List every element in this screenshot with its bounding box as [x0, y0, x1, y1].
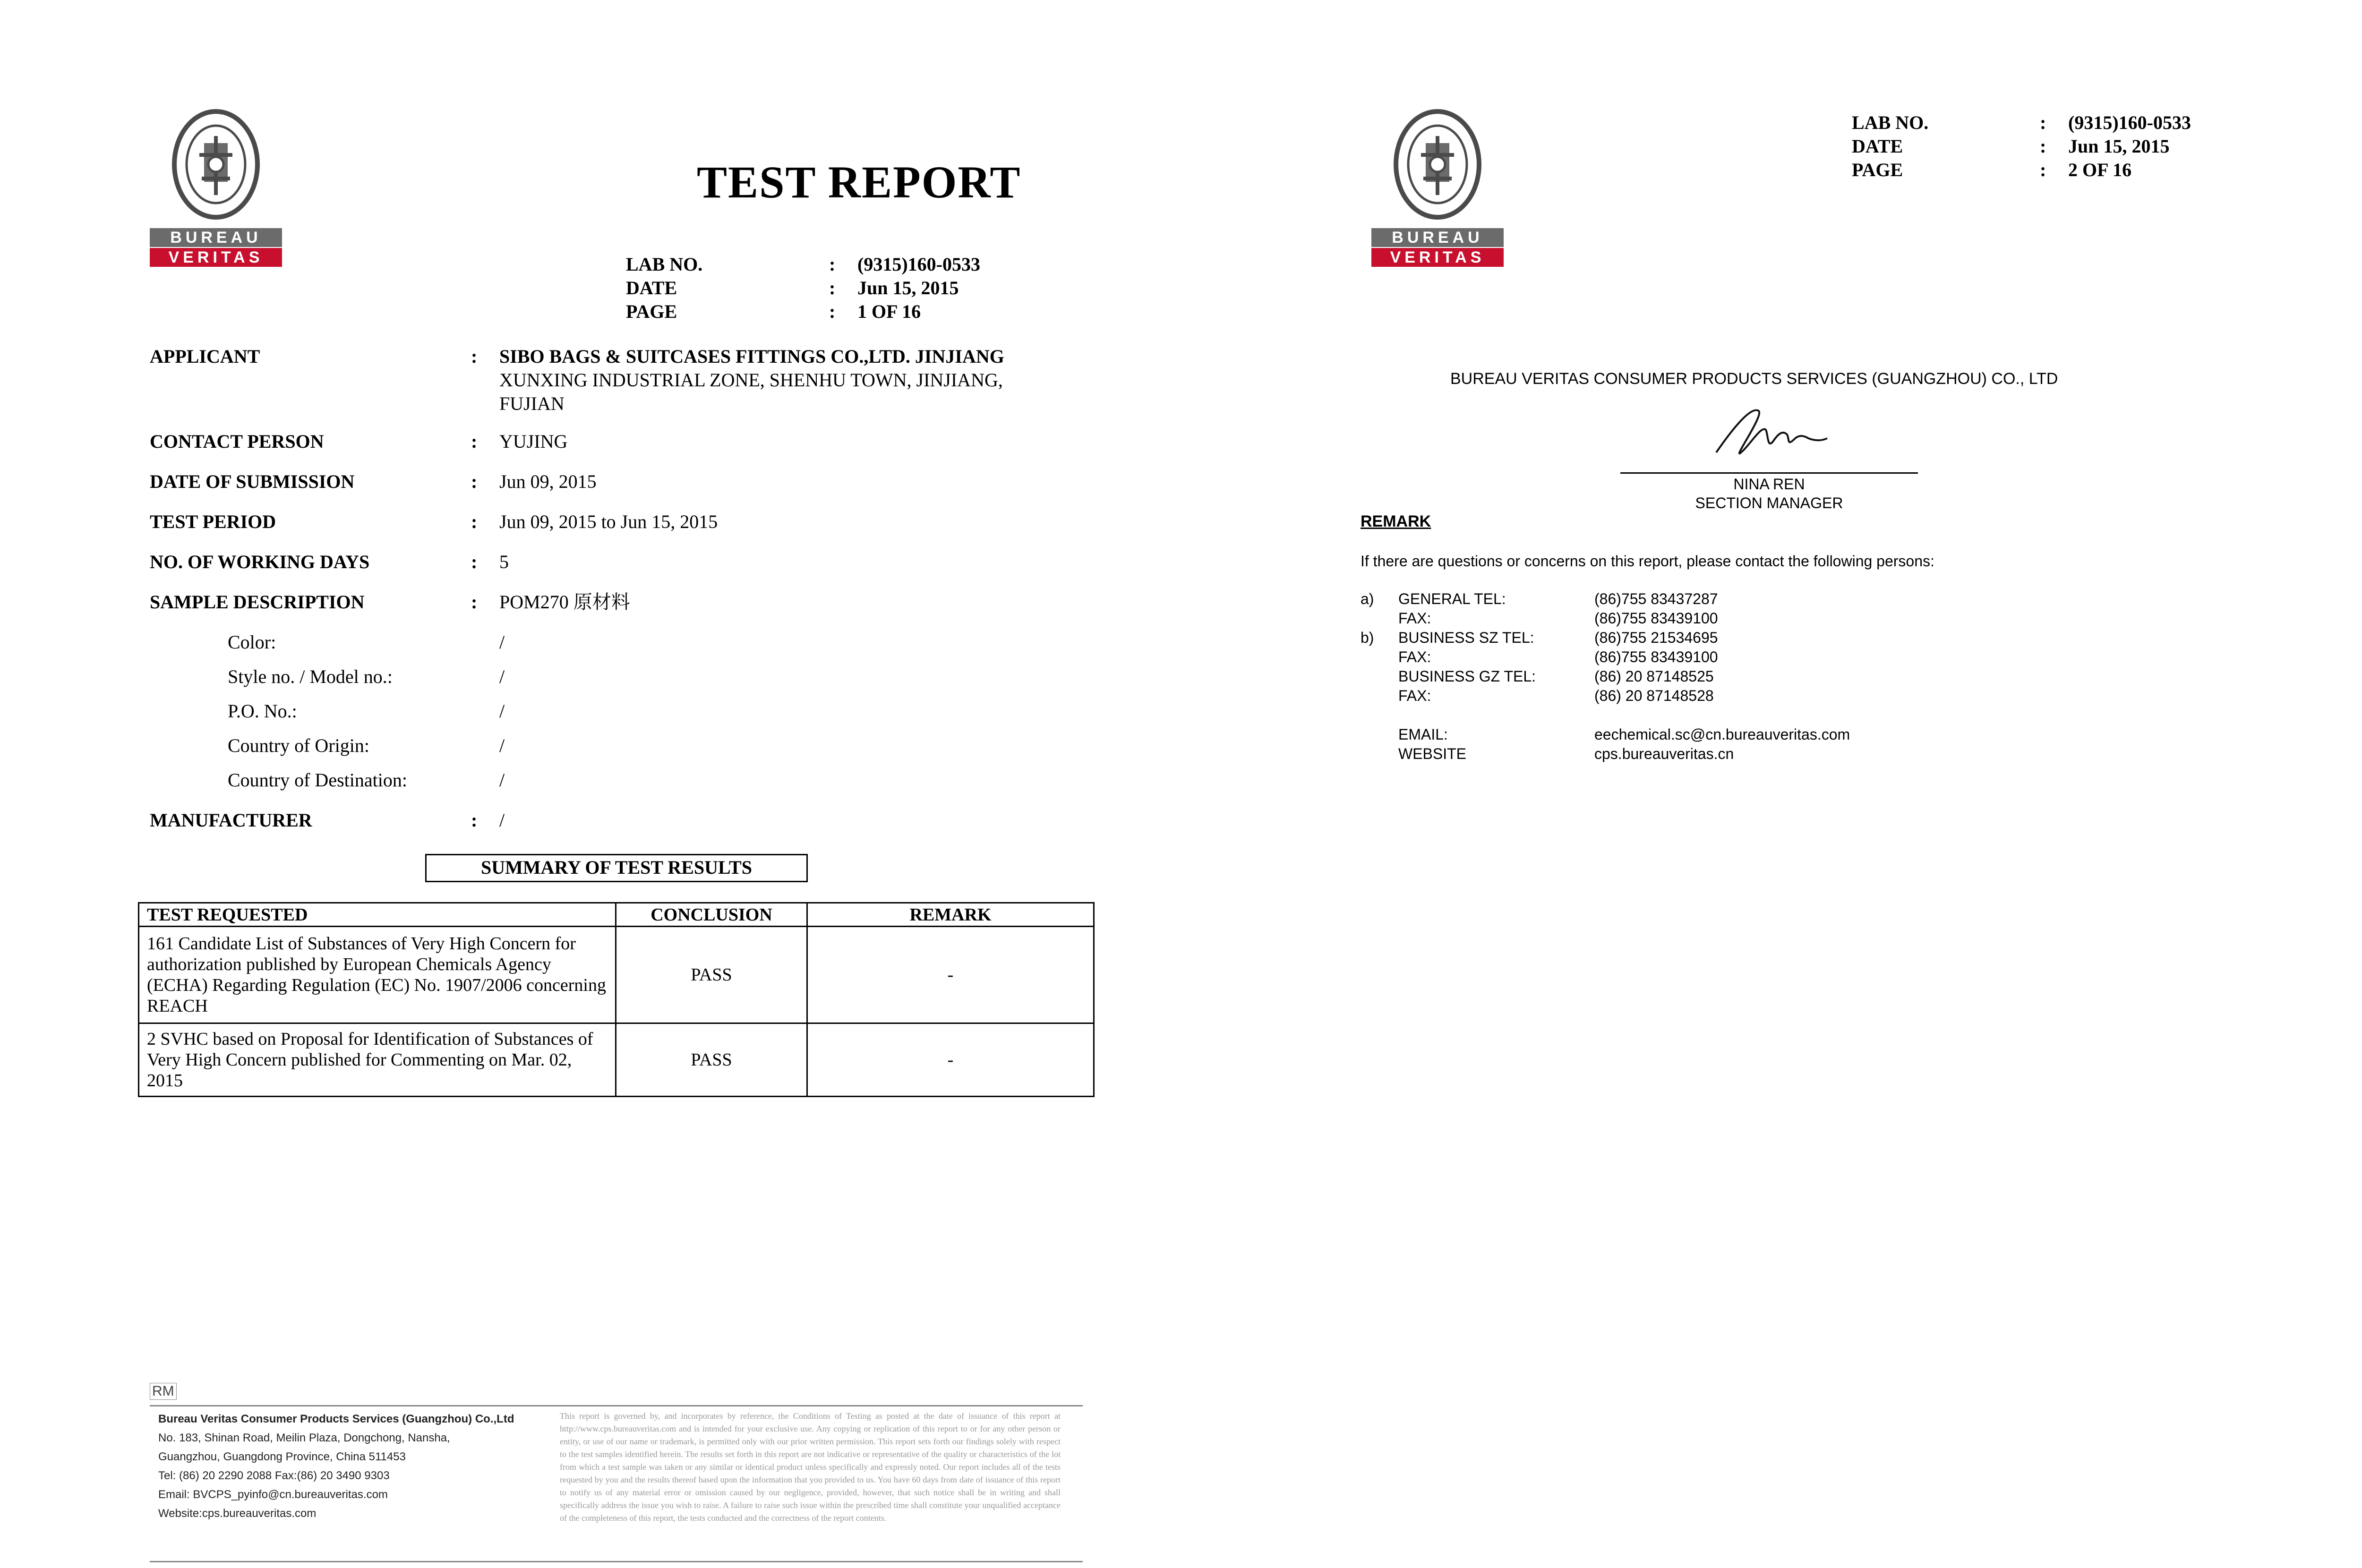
company-name: BUREAU VERITAS CONSUMER PRODUCTS SERVICES (GUANGZHOU) CO., LTD	[1450, 370, 2058, 388]
sub-field-country-origin	[150, 734, 1066, 758]
logo-brand-top: BUREAU	[1371, 228, 1504, 247]
test-requested-cell: 161 Candidate List of Substances of Very High Concern for authorization published by European Chemicals Agency (ECHA) Regarding Regulation (EC) No. 1907/2006 concerning REACH	[139, 927, 616, 1023]
field-label: APPLICANT	[150, 346, 260, 367]
header-label: LAB NO.	[1852, 112, 1929, 133]
column-header: REMARK	[807, 903, 1094, 927]
field-colon: :	[471, 346, 478, 367]
header-row	[1852, 135, 2191, 158]
bureau-veritas-seal-icon	[171, 108, 261, 221]
sub-field-country-destination	[150, 768, 1066, 792]
footer-line: Bureau Veritas Consumer Products Services (Guangzhou) Co.,Ltd	[158, 1413, 514, 1425]
header-row	[626, 300, 980, 324]
table-row	[139, 1023, 1094, 1097]
header-label: DATE	[626, 277, 677, 298]
contact-row: a) GENERAL TEL: (86)755 83437287	[1361, 590, 1718, 607]
field-label: Color:	[228, 631, 276, 653]
field-colon: :	[471, 431, 478, 452]
contact-row: FAX: (86) 20 87148528	[1398, 687, 1714, 704]
field-colon: :	[471, 591, 478, 613]
field-value: 5	[499, 551, 509, 572]
contact-row: WEBSITE cps.bureauveritas.cn	[1361, 744, 1734, 764]
table-header-row	[139, 903, 1094, 927]
field-value: /	[499, 666, 505, 687]
remark-cell: -	[807, 927, 1094, 1023]
field-label: P.O. No.:	[228, 700, 297, 722]
applicant-address: XUNXING INDUSTRIAL ZONE, SHENHU TOWN, JINJIANG, FUJIAN	[499, 369, 1003, 414]
column-header: CONCLUSION	[616, 903, 807, 927]
footer-line: No. 183, Shinan Road, Meilin Plaza, Dongchong, Nansha,	[158, 1432, 450, 1444]
header-value: Jun 15, 2015	[2068, 136, 2170, 157]
report-header	[626, 253, 980, 324]
header-value: 1 OF 16	[857, 301, 921, 322]
field-value: Jun 09, 2015	[499, 471, 597, 492]
email-link[interactable]: eechemical.sc@cn.bureauveritas.com	[1594, 726, 1850, 743]
field-colon: :	[471, 511, 478, 532]
header-label: DATE	[1852, 136, 1903, 157]
header-value: 2 OF 16	[2068, 159, 2132, 180]
field-value: Jun 09, 2015 to Jun 15, 2015	[499, 511, 718, 532]
footer-code: RM	[150, 1383, 177, 1400]
conclusion-cell: PASS	[616, 1023, 807, 1097]
field-value: /	[499, 735, 505, 756]
sub-field-style-no	[150, 665, 1066, 689]
sample-description-field	[150, 590, 1066, 614]
field-value: /	[499, 631, 505, 653]
field-label: Country of Origin:	[228, 735, 369, 756]
footer-disclaimer: This report is governed by, and incorporates by reference, the Conditions of Testing as posted at the date of issuance of this report at http://www.cps.bureauveritas.com and is intended for your exclusive use. Any copying or replication of this report to or for any other person or entity, or use of our name or trademark, is permitted only with our prior written permission. This report sets forth our findings solely with respect to the test samples identified herein. The results set forth in this report are not indicative or representative of the quality or characteristics of the lot from which a test sample was taken or any similar or identical product unless specifically and expressly noted. Our report includes all of the tests requested by you and the results thereof based upon the information that you provided to us. You have 60 days from date of issuance of this report to notify us of any material error or omission caused by our negligence, provided, however, that such notice shall be in writing and shall specifically address the issue you wish to raise. A failure to raise such issue within the prescribed time shall constitute your unqualified acceptance of the completeness of this report, the tests conducted and the correctness of the report contents.	[560, 1411, 1061, 1523]
contact-row: b) BUSINESS SZ TEL: (86)755 21534695	[1361, 629, 1718, 646]
bureau-veritas-logo	[1371, 108, 1504, 268]
report-header	[1852, 111, 2191, 182]
applicant-name: SIBO BAGS & SUITCASES FITTINGS CO.,LTD. JINJIANG	[499, 346, 1004, 367]
header-colon: :	[829, 254, 836, 275]
footer-line: Guangzhou, Guangdong Province, China 511453	[158, 1450, 406, 1463]
sub-field-po-no	[150, 699, 1066, 723]
signer-title: SECTION MANAGER	[1695, 494, 1843, 511]
header-colon: :	[829, 301, 836, 322]
field-colon: :	[471, 810, 478, 831]
remark-cell: -	[807, 1023, 1094, 1097]
contact-row: FAX: (86)755 83439100	[1398, 648, 1718, 665]
report-title: TEST REPORT	[697, 157, 1021, 207]
footer-divider-bottom	[150, 1561, 1083, 1562]
signer-name: NINA REN	[1733, 476, 1805, 493]
bureau-veritas-seal-icon	[1393, 108, 1482, 221]
logo-brand-bottom: VERITAS	[1371, 248, 1504, 267]
contact-person-field	[150, 430, 1066, 453]
applicant-field	[150, 345, 1066, 416]
field-colon: :	[471, 551, 478, 572]
header-row	[626, 276, 980, 300]
field-label: CONTACT PERSON	[150, 431, 324, 452]
logo-brand-bottom: VERITAS	[150, 248, 282, 267]
field-label: DATE OF SUBMISSION	[150, 471, 355, 492]
footer-line: Email: BVCPS_pyinfo@cn.bureauveritas.com	[158, 1488, 388, 1501]
header-label: PAGE	[626, 301, 677, 322]
field-label: SAMPLE DESCRIPTION	[150, 591, 365, 613]
field-label: MANUFACTURER	[150, 810, 312, 831]
header-row	[1852, 111, 2191, 135]
contact-row: FAX: (86)755 83439100	[1398, 610, 1718, 627]
sub-field-color	[150, 631, 1066, 654]
conclusion-cell: PASS	[616, 927, 807, 1023]
field-label: Style no. / Model no.:	[228, 666, 393, 687]
field-value: /	[499, 810, 505, 831]
remark-intro: If there are questions or concerns on this report, please contact the following persons:	[1361, 553, 1934, 570]
header-value: Jun 15, 2015	[857, 277, 959, 298]
field-label: Country of Destination:	[228, 769, 407, 791]
header-colon: :	[2040, 136, 2046, 157]
header-colon: :	[2040, 159, 2046, 180]
footer-line: Website:cps.bureauveritas.com	[158, 1507, 317, 1520]
signature-line	[1620, 472, 1918, 474]
header-row	[1852, 158, 2191, 182]
contact-row: EMAIL: eechemical.sc@cn.bureauveritas.com	[1361, 725, 1850, 744]
field-value: YUJING	[499, 431, 568, 452]
submission-date-field	[150, 470, 1066, 494]
field-value: /	[499, 700, 505, 722]
test-requested-cell: 2 SVHC based on Proposal for Identification of Substances of Very High Concern published for Commenting on Mar. 02, 2015	[139, 1023, 616, 1097]
header-label: PAGE	[1852, 159, 1903, 180]
footer-address	[158, 1410, 536, 1523]
footer-line: Tel: (86) 20 2290 2088 Fax:(86) 20 3490 9303	[158, 1469, 390, 1482]
header-colon: :	[2040, 112, 2046, 133]
field-label: TEST PERIOD	[150, 511, 276, 532]
website-link[interactable]: cps.bureauveritas.cn	[1594, 745, 1734, 762]
remark-title: REMARK	[1361, 512, 1431, 530]
contact-row: BUSINESS GZ TEL: (86) 20 87148525	[1398, 668, 1714, 685]
report-page-2	[1211, 0, 2362, 1568]
summary-title: SUMMARY OF TEST RESULTS	[425, 854, 808, 882]
field-label: NO. OF WORKING DAYS	[150, 551, 370, 572]
column-header: TEST REQUESTED	[139, 903, 616, 927]
manufacturer-field	[150, 809, 1066, 832]
field-colon: :	[471, 471, 478, 492]
header-label: LAB NO.	[626, 254, 703, 275]
field-value	[499, 345, 1066, 416]
header-colon: :	[829, 277, 836, 298]
test-period-field	[150, 510, 1066, 534]
header-value: (9315)160-0533	[2068, 112, 2191, 133]
footer-divider	[150, 1405, 1083, 1406]
signer-block	[1620, 475, 1918, 512]
field-value: /	[499, 769, 505, 791]
working-days-field	[150, 550, 1066, 574]
header-row	[626, 253, 980, 276]
bureau-veritas-logo	[150, 108, 282, 268]
results-table	[138, 902, 1095, 1097]
field-value: POM270 原材料	[499, 591, 630, 613]
header-value: (9315)160-0533	[857, 254, 980, 275]
table-row	[139, 927, 1094, 1023]
signature-icon	[1707, 397, 1834, 463]
logo-brand-top: BUREAU	[150, 228, 282, 247]
